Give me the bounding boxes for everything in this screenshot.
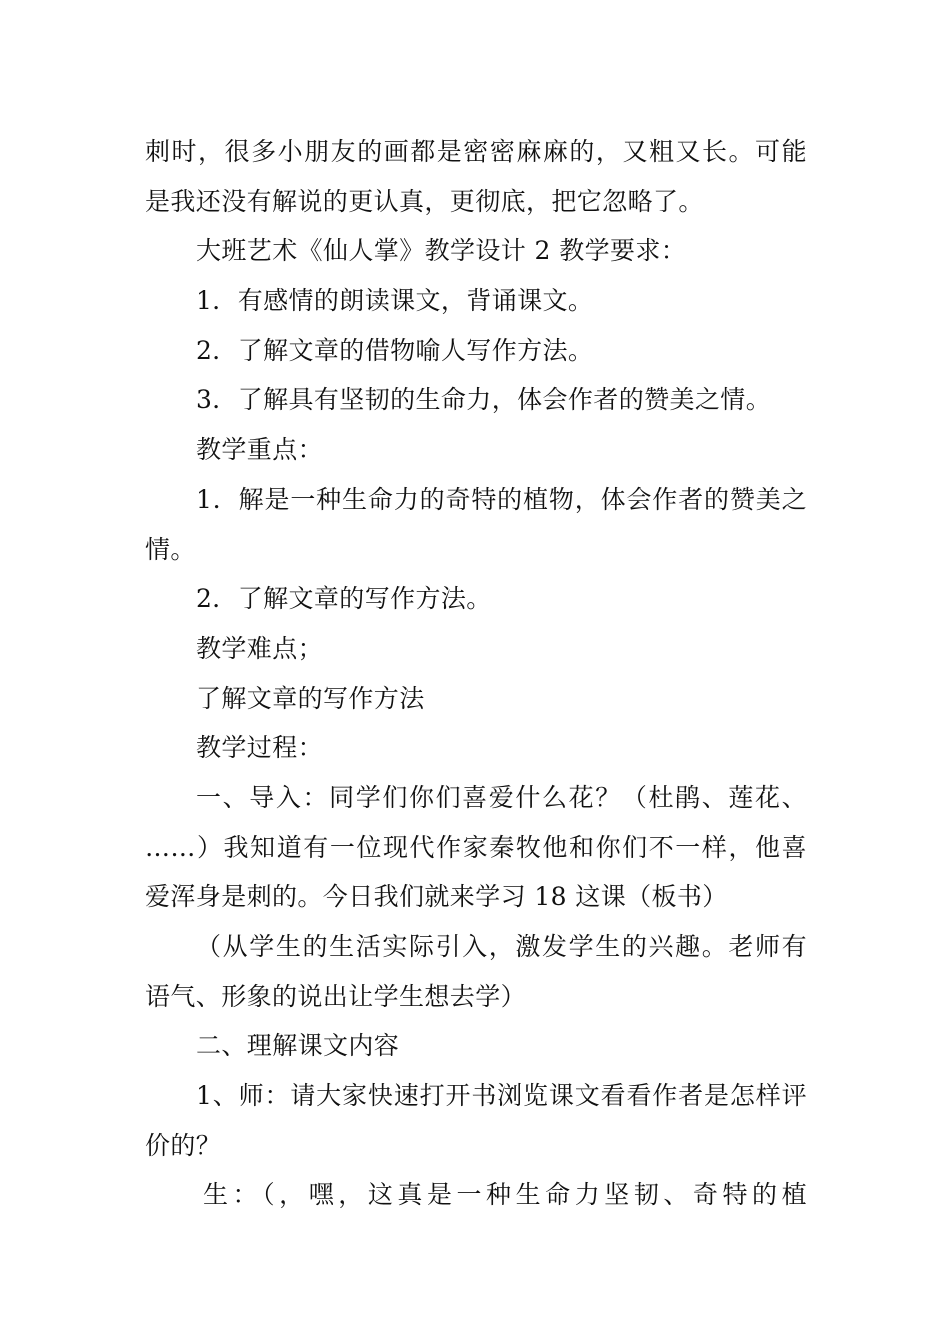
text-line: 2．了解文章的写作方法。 xyxy=(196,584,492,614)
text-line: 情。 xyxy=(145,534,196,564)
text-line: 3．了解具有坚韧的生命力，体会作者的赞美之情。 xyxy=(196,385,772,415)
text-line: 语气、形象的说出让学生想去学） xyxy=(145,981,527,1011)
text-line: 1、师：请大家快速打开书浏览课文看看作者是怎样评 xyxy=(196,1081,807,1111)
text-line: 教学难点； xyxy=(196,633,324,663)
text-line: 是我还没有解说的更认真，更彻底，把它忽略了。 xyxy=(145,186,704,216)
text-line: 一、导入：同学们你们喜爱什么花？（杜鹃、莲花、 xyxy=(196,782,807,812)
text-line: 价的？ xyxy=(145,1130,222,1160)
body-text xyxy=(145,127,807,1220)
text-line: 二、理解课文内容 xyxy=(196,1031,400,1061)
text-line: 刺时，很多小朋友的画都是密密麻麻的，又粗又长。可能 xyxy=(145,137,807,166)
text-line: 教学过程： xyxy=(196,733,324,763)
text-line: ……）我知道有一位现代作家秦牧他和你们不一样，他喜 xyxy=(145,832,807,862)
text-line: 教学重点： xyxy=(196,435,324,465)
text-line: （从学生的生活实际引入，激发学生的兴趣。老师有 xyxy=(196,932,807,961)
text-line: 了解文章的写作方法 xyxy=(196,683,425,713)
text-line: 1．有感情的朗读课文，背诵课文。 xyxy=(196,286,594,316)
text-line: 大班艺术《仙人掌》教学设计 2 教学要求： xyxy=(196,236,687,266)
text-line: 2．了解文章的借物喻人写作方法。 xyxy=(196,335,594,365)
text-line: 爱浑身是刺的。今日我们就来学习 18 这课（板书） xyxy=(145,882,728,912)
text-line: 1．解是一种生命力的奇特的植物，体会作者的赞美之 xyxy=(196,484,807,514)
text-line: 生：（，嘿，这真是一种生命力坚韧、奇特的植 xyxy=(203,1180,807,1210)
